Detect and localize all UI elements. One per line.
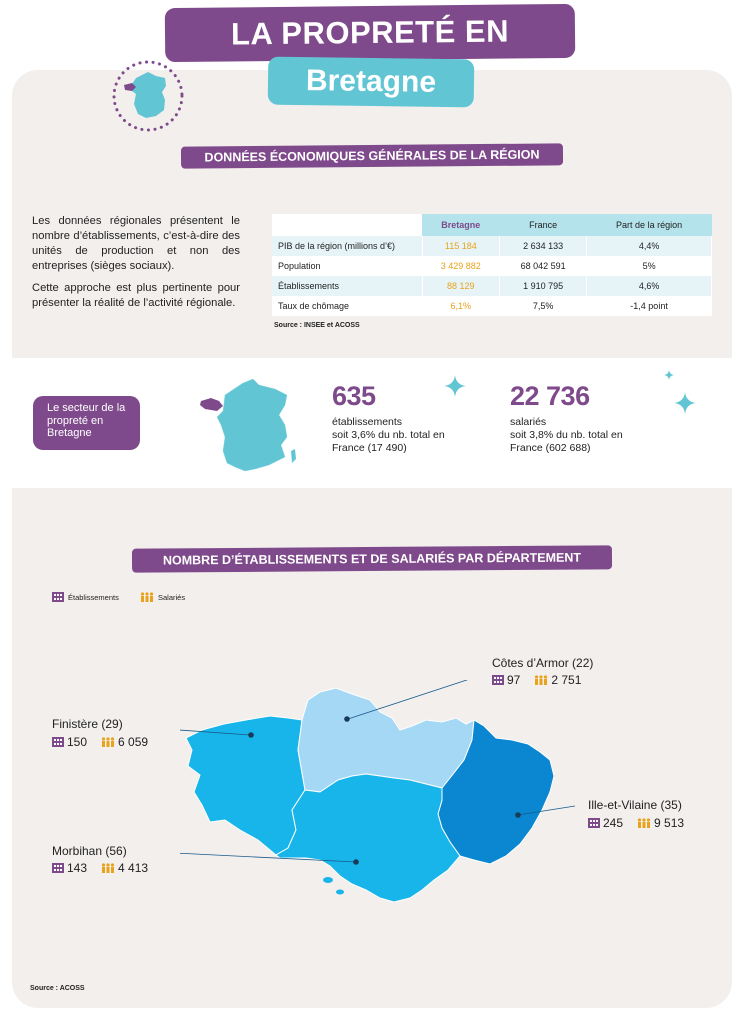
section-economic-title: DONNÉES ÉCONOMIQUES GÉNÉRALES DE LA RÉGION bbox=[181, 143, 563, 168]
row-label: Taux de chômage bbox=[272, 296, 422, 316]
intro-text bbox=[32, 214, 240, 311]
row-label: PIB de la région (millions d’€) bbox=[272, 236, 422, 256]
table-header-empty bbox=[272, 214, 422, 236]
island-shape bbox=[336, 890, 344, 895]
region-title-box bbox=[268, 57, 475, 108]
region-title: Bretagne bbox=[305, 64, 437, 99]
dept-employees: 4 413 bbox=[118, 861, 149, 875]
dept-establishments: 143 bbox=[67, 861, 88, 875]
sector-label: Le secteur de la propreté en Bretagne bbox=[33, 396, 140, 450]
row-bretagne: 3 429 882 bbox=[422, 256, 500, 276]
employees-line-2: soit 3,8% du nb. total en bbox=[510, 429, 623, 441]
table-header-bretagne: Bretagne bbox=[422, 214, 500, 236]
row-part: 4,6% bbox=[587, 276, 712, 296]
marker-dot-morbihan bbox=[353, 859, 359, 865]
section-departments-title: NOMBRE D’ÉTABLISSEMENTS ET DE SALARIÉS PAR DÉPARTEMENT bbox=[132, 545, 612, 572]
building-icon bbox=[52, 592, 64, 602]
island-shape bbox=[323, 877, 333, 883]
legend-employees-label: Salariés bbox=[158, 592, 186, 602]
marker-dot-cotes bbox=[344, 716, 350, 722]
row-bretagne: 88 129 bbox=[422, 276, 500, 296]
dept-employees: 9 513 bbox=[654, 816, 685, 830]
row-bretagne: 6,1% bbox=[422, 296, 500, 316]
row-france: 7,5% bbox=[500, 296, 587, 316]
page-title: LA PROPRETÉ EN bbox=[230, 13, 510, 52]
intro-paragraph-1: Les données régionales présentent le nombre d’établissements, c’est-à-dire des unités de production et non des entreprises (sièges sociaux). bbox=[32, 215, 240, 272]
dept-stats-morbihan bbox=[52, 861, 148, 875]
row-part: -1,4 point bbox=[587, 296, 712, 316]
row-bretagne: 115 184 bbox=[422, 236, 500, 256]
page-title-box bbox=[165, 4, 576, 62]
table-source: Source : INSEE et ACOSS bbox=[274, 322, 360, 329]
row-france: 68 042 591 bbox=[500, 256, 587, 276]
employees-line-1: salariés bbox=[510, 416, 547, 428]
legend-establishments bbox=[52, 592, 119, 602]
dept-stats-cotes bbox=[492, 673, 581, 687]
establishments-line-1: établissements bbox=[332, 416, 403, 428]
legend-employees bbox=[140, 592, 185, 602]
sparkle-icon bbox=[674, 392, 696, 414]
building-icon bbox=[52, 863, 64, 873]
building-icon bbox=[588, 818, 600, 828]
dept-establishments: 97 bbox=[507, 673, 521, 687]
establishments-desc bbox=[332, 416, 445, 455]
people-icon bbox=[140, 592, 154, 602]
table-row bbox=[272, 276, 712, 296]
sparkle-icon bbox=[664, 370, 674, 380]
establishments-line-3: France (17 490) bbox=[332, 442, 407, 454]
dept-stats-finistere bbox=[52, 735, 148, 749]
people-icon bbox=[101, 863, 115, 873]
people-icon bbox=[637, 818, 651, 828]
dept-name-cotes: Côtes d’Armor (22) bbox=[492, 656, 594, 670]
table-row bbox=[272, 256, 712, 276]
people-icon bbox=[534, 675, 548, 685]
table-header-part: Part de la région bbox=[587, 214, 712, 236]
establishments-count: 635 bbox=[332, 381, 376, 411]
row-part: 4,4% bbox=[587, 236, 712, 256]
dept-employees: 2 751 bbox=[551, 673, 582, 687]
table-row bbox=[272, 236, 712, 256]
marker-dot-ille bbox=[515, 812, 521, 818]
establishments-line-2: soit 3,6% du nb. total en bbox=[332, 429, 445, 441]
row-france: 2 634 133 bbox=[500, 236, 587, 256]
table-header-row bbox=[272, 214, 712, 236]
morbihan-region bbox=[276, 774, 460, 902]
building-icon bbox=[492, 675, 504, 685]
sparkle-icon bbox=[444, 375, 466, 397]
dept-name-morbihan: Morbihan (56) bbox=[52, 844, 127, 858]
brittany-map bbox=[180, 680, 585, 910]
people-icon bbox=[101, 737, 115, 747]
economic-data-table bbox=[272, 214, 712, 316]
row-france: 1 910 795 bbox=[500, 276, 587, 296]
dept-name-ille: Ille-et-Vilaine (35) bbox=[588, 798, 682, 812]
table-row bbox=[272, 296, 712, 316]
employees-line-3: France (602 688) bbox=[510, 442, 591, 454]
row-label: Population bbox=[272, 256, 422, 276]
employees-desc bbox=[510, 416, 623, 455]
row-part: 5% bbox=[587, 256, 712, 276]
finistere-region bbox=[186, 716, 305, 855]
marker-dot-finistere bbox=[248, 732, 254, 738]
intro-paragraph-2: Cette approche est plus pertinente pour présenter la réalité de l’activité régionale. bbox=[32, 282, 240, 309]
france-badge-icon bbox=[110, 58, 186, 134]
table-header-france: France bbox=[500, 214, 587, 236]
employees-count: 22 736 bbox=[510, 381, 590, 411]
building-icon bbox=[52, 737, 64, 747]
row-label: Établissements bbox=[272, 276, 422, 296]
map-source: Source : ACOSS bbox=[30, 985, 85, 992]
dept-stats-ille bbox=[588, 816, 684, 830]
dept-establishments: 150 bbox=[67, 735, 88, 749]
dept-employees: 6 059 bbox=[118, 735, 149, 749]
france-map-icon bbox=[195, 375, 305, 475]
dept-name-finistere: Finistère (29) bbox=[52, 717, 123, 731]
legend-establishments-label: Établissements bbox=[68, 592, 119, 602]
dept-establishments: 245 bbox=[603, 816, 624, 830]
